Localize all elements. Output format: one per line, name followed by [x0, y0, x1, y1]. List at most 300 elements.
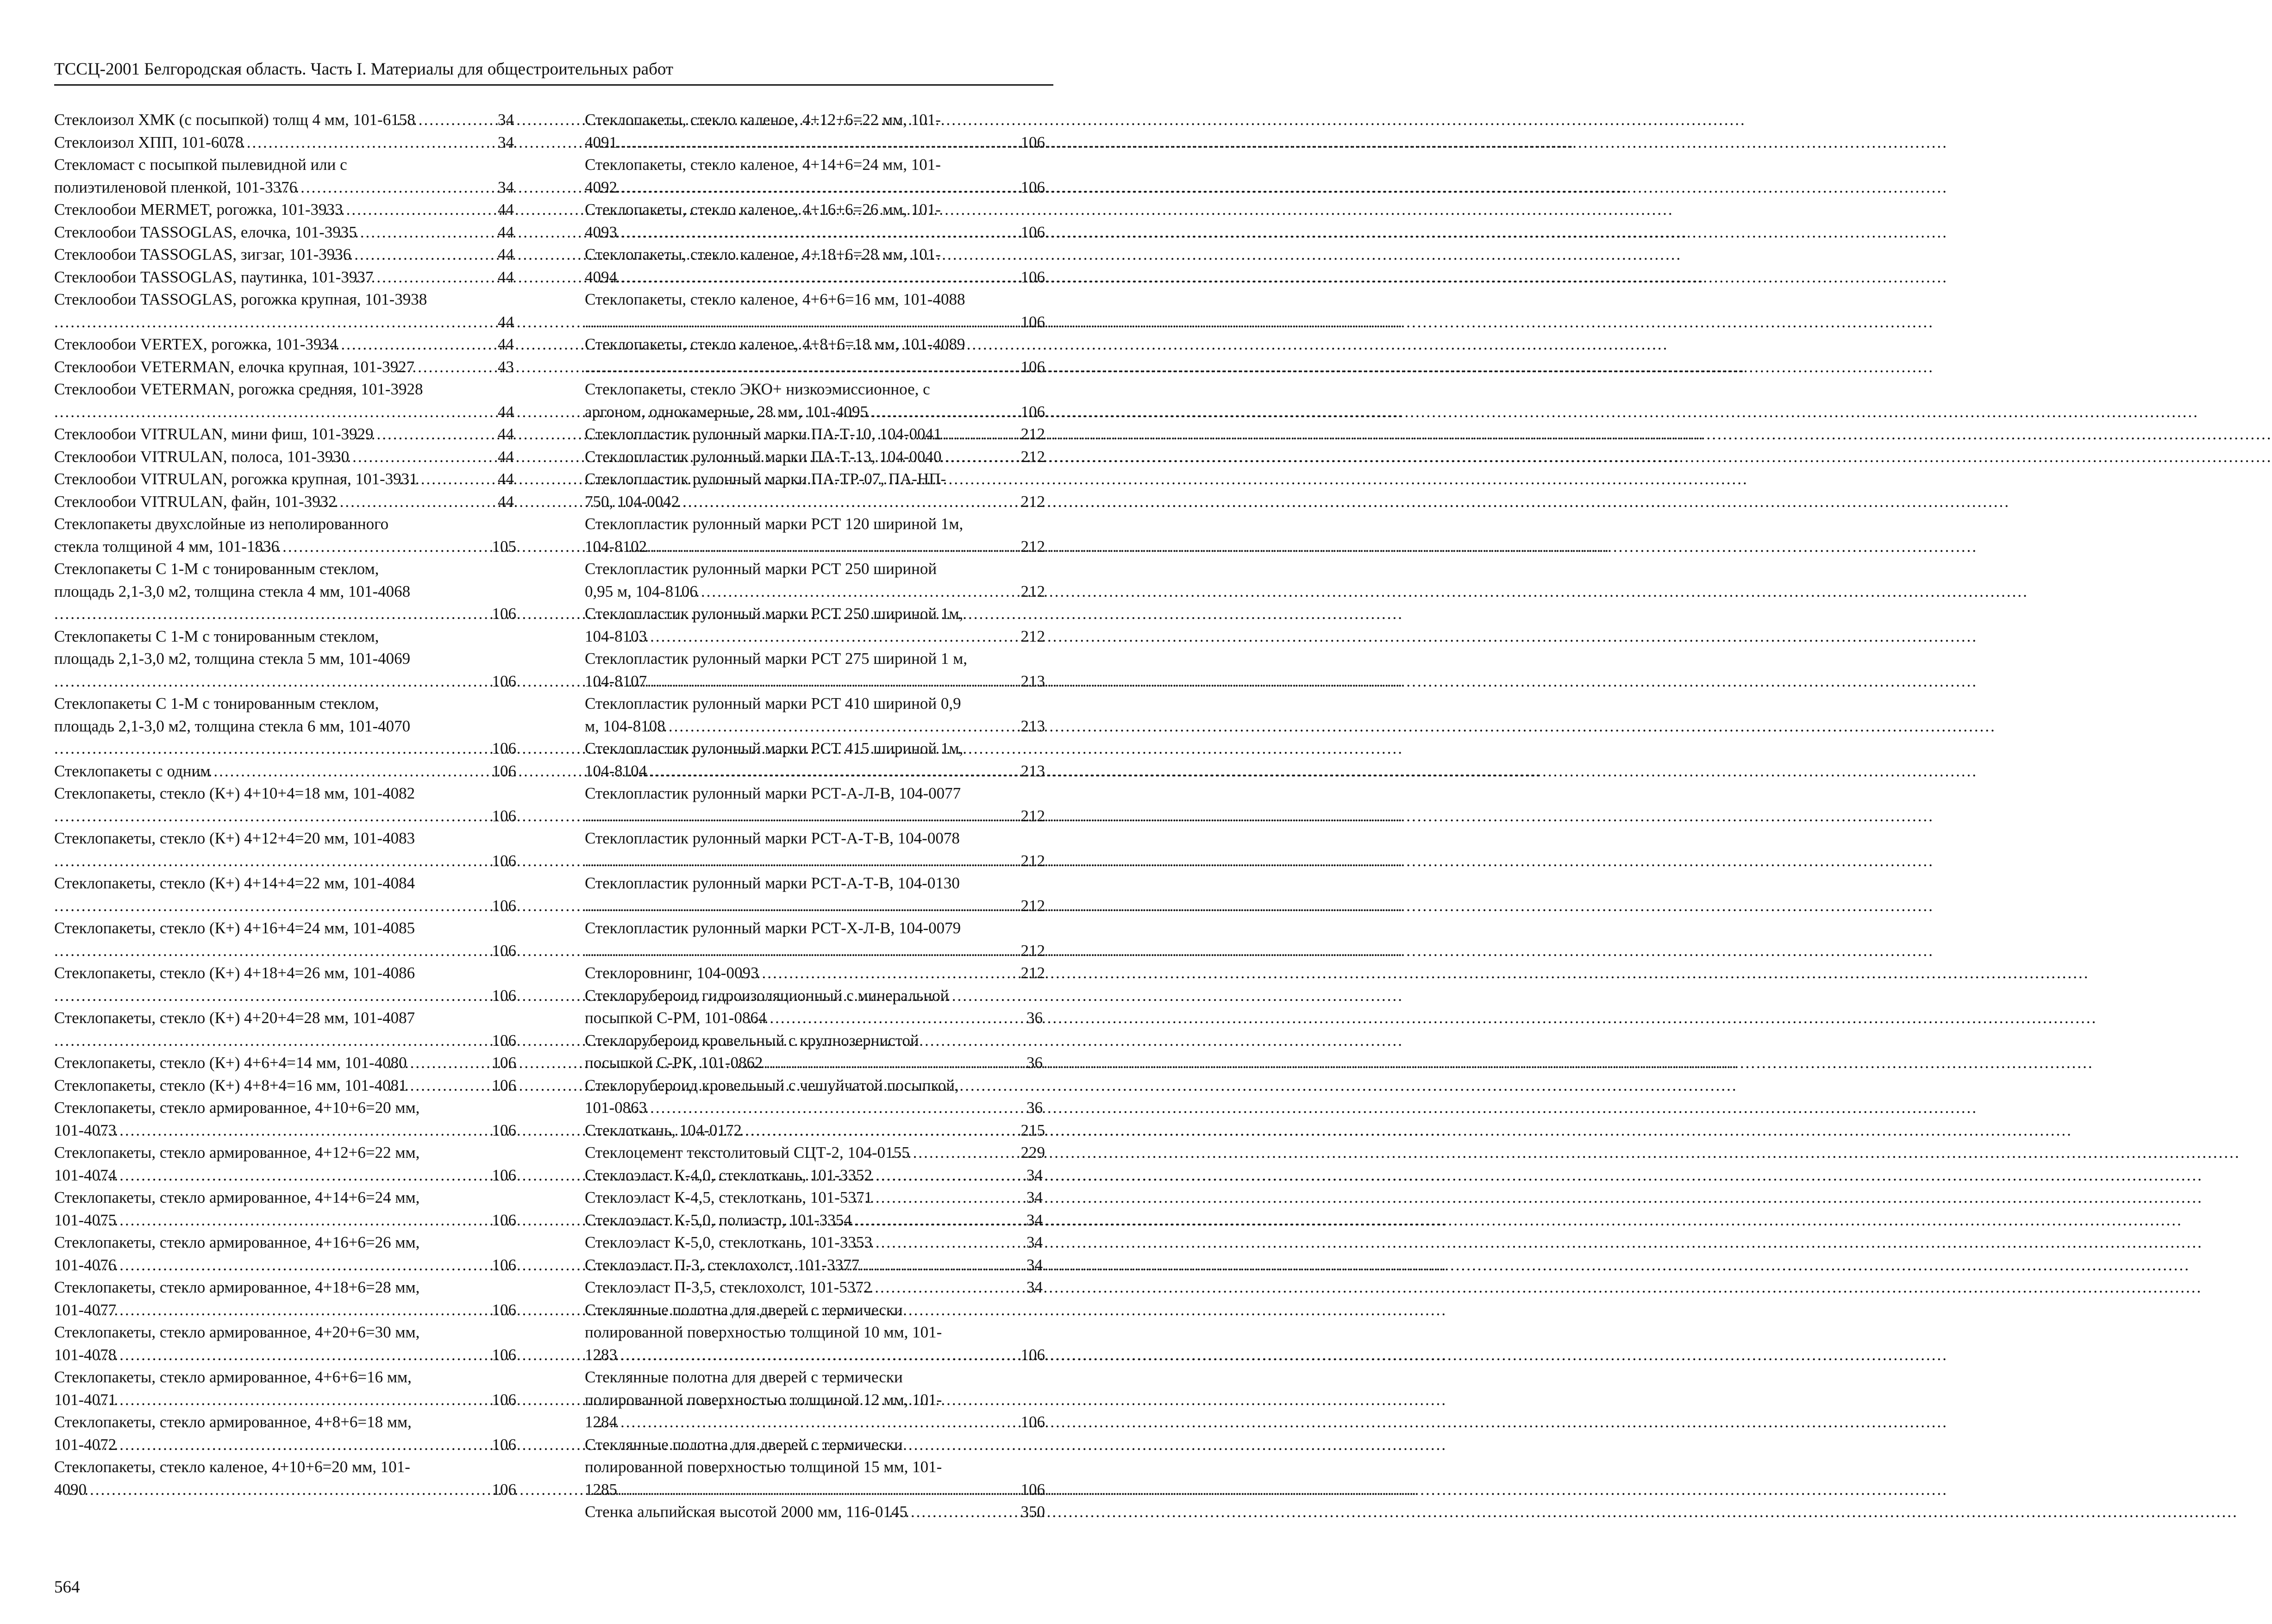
entry-text: Стеклопакеты, стекло (К+) 4+18+4=26 мм, 101-4086: [54, 964, 415, 982]
entry-text: 104-8102: [585, 537, 647, 556]
entry-text: Стеклоизол ХМК (с посыпкой) толщ 4 мм, 101-6158: [54, 111, 415, 129]
entry-text: 4091: [585, 133, 617, 151]
index-entry: [585, 1366, 1045, 1434]
entry-text: Стеклопакеты, стекло каленое, 4+14+6=24 мм, 101-: [585, 156, 941, 174]
index-entry: [54, 1187, 516, 1231]
entry-text: Стеклоэласт К-4,5, стеклоткань, 101-5371: [585, 1188, 872, 1206]
entry-page-ref: 106: [1020, 1413, 1045, 1431]
page-number: 564: [54, 1578, 80, 1597]
dot-leader: [647, 625, 1039, 648]
dot-leader: [908, 1501, 1039, 1524]
index-entry: [585, 917, 1045, 962]
index-entry: [585, 468, 1045, 513]
dot-leader: [116, 1209, 510, 1232]
dot-leader: [603, 940, 1039, 962]
dot-leader: [116, 1434, 510, 1456]
index-entry: [585, 737, 1045, 782]
dot-leader: [647, 536, 1039, 558]
dot-leader: [73, 895, 511, 918]
dot-leader: [244, 131, 516, 154]
entry-text: Стеклопластик рулонный марки РСТ 250 шириной 1м,: [585, 605, 964, 623]
entry-text: Стеклопакеты, стекло каленое, 4+18+6=28 мм, 101-: [585, 245, 941, 263]
dot-leader: [279, 536, 510, 558]
entry-page-ref: 106: [492, 1345, 516, 1364]
entry-text: Стеклоцемент текстолитовый СЦТ-2, 104-0155: [585, 1143, 910, 1162]
index-entry: [585, 199, 1045, 244]
entry-text: площадь 2,1-3,0 м2, толщина стекла 5 мм, 101-4069: [54, 650, 411, 668]
entry-page-ref: 213: [1020, 717, 1045, 735]
entry-text: Стеклообои TASSOGLAS, паутинка, 101-3937: [54, 268, 374, 286]
dot-leader: [116, 1389, 510, 1412]
index-entry: [585, 423, 1045, 446]
entry-page-ref: 106: [492, 1054, 516, 1072]
dot-leader: [758, 962, 1039, 985]
entry-text: полированной поверхностью толщиной 12 мм, 101-: [585, 1390, 942, 1409]
index-entry: [54, 1276, 516, 1321]
index-entry: [54, 1097, 516, 1142]
entry-page-ref: 106: [492, 1121, 516, 1139]
entry-text: площадь 2,1-3,0 м2, толщина стекла 4 мм, 101-4068: [54, 582, 411, 600]
index-entry: [54, 693, 516, 760]
index-entry: [585, 109, 1045, 154]
dot-leader: [647, 670, 1039, 693]
entry-text: полиэтиленовой пленкой, 101-3376: [54, 178, 298, 196]
index-entry: Стеклорубероид кровельный с чешуйчатой посыпкой, 101-0863 ..... 36: [585, 1074, 1045, 1119]
entry-text: 101-4073: [54, 1121, 117, 1139]
index-entry: [54, 513, 516, 558]
dot-leader: [617, 1344, 1039, 1367]
entry-text: Стеклянные полотна для дверей с термически: [585, 1300, 903, 1319]
header-title: ТССЦ-2001 Белгородская область. Часть I. Материалы для общестроительных работ: [54, 60, 674, 79]
entry-text: 101-4074: [54, 1166, 117, 1184]
entry-text: Стекломаст с посыпкой пылевидной или с: [54, 156, 347, 174]
entry-page-ref: 106: [1020, 178, 1045, 196]
index-entry: [54, 760, 516, 783]
dot-leader: [868, 401, 1039, 424]
index-entry: [585, 1142, 1045, 1164]
entry-text: стекла толщиной 4 мм, 101-1836: [54, 537, 280, 556]
entry-text: Стеклопластик рулонный марки РСТ-А-Л-В, 104-0077: [585, 784, 961, 802]
dot-leader: [871, 1276, 1045, 1299]
dot-leader: [647, 1097, 1045, 1119]
entry-page-ref: 106: [492, 1390, 516, 1409]
dot-leader: [73, 401, 516, 424]
entry-text: Стеклопластик рулонный марки РСТ-А-Т-В, 104-0078: [585, 829, 960, 847]
index-entry: [585, 558, 1045, 603]
entry-page-ref: 106: [1020, 1480, 1045, 1499]
dot-leader: [617, 1479, 1039, 1501]
dot-leader: [73, 1030, 511, 1052]
index-entry: Стеклообои MERMET, рогожка, 101-3933 ..... 44: [54, 199, 516, 221]
entry-text: Стеклообои VITRULAN, полоса, 101-3930: [54, 447, 350, 466]
index-entry: Стеклоэласт К-4,5, стеклоткань, 101-5371 ..... 34: [585, 1187, 1045, 1209]
dot-leader: [872, 1187, 1045, 1209]
index-entry: [54, 917, 516, 962]
entry-page-ref: 106: [492, 1300, 516, 1319]
entry-page-ref: 106: [1020, 133, 1045, 151]
entry-text: Стеклообои VETERMAN, рогожка средняя, 101-3928: [54, 380, 423, 398]
dot-leader: [357, 221, 516, 244]
dot-leader: [617, 131, 1039, 154]
entry-page-ref: 106: [492, 986, 516, 1005]
entry-page-ref: 213: [1020, 672, 1045, 690]
index-entry: [54, 1411, 516, 1456]
entry-text: 101-4077: [54, 1300, 117, 1319]
entry-page-ref: 106: [492, 1255, 516, 1274]
entry-text: 104-8107: [585, 672, 647, 690]
entry-text: 101-4071: [54, 1390, 117, 1409]
index-entry: [54, 1456, 516, 1501]
dot-leader: [373, 266, 516, 289]
entry-page-ref: 212: [1020, 425, 1045, 443]
entry-page-ref: 229: [1020, 1143, 1045, 1162]
index-entry: [585, 1119, 1045, 1142]
dot-leader: [210, 760, 510, 783]
entry-page-ref: 106: [492, 1211, 516, 1229]
entry-text: Стеклянные полотна для дверей с термически: [585, 1368, 903, 1386]
dot-leader: [742, 1119, 1039, 1142]
index-entry: Стеклоэласт П-3, стеклохолст, 101-3377 ..... 34: [585, 1254, 1045, 1277]
entry-text: 101-0863: [585, 1099, 647, 1117]
entry-text: Стеклоэласт П-3,5, стеклохолст, 101-5372: [585, 1278, 872, 1296]
index-entry: [585, 1299, 1045, 1367]
entry-text: Стеклопакеты С 1-М с тонированным стеклом,: [54, 560, 379, 578]
entry-text: площадь 2,1-3,0 м2, толщина стекла 6 мм, 101-4070: [54, 717, 411, 735]
dot-leader: [603, 805, 1039, 828]
index-entry: Стеклоэласт К-4,0, стеклоткань, 101-3352 ..... 34: [585, 1164, 1045, 1187]
entry-text: Стеклообои VETERMAN, елочка крупная, 101-3927: [54, 357, 415, 376]
entry-text: полированной поверхностью толщиной 10 мм, 101-: [585, 1323, 942, 1341]
entry-page-ref: 213: [1020, 762, 1045, 780]
dot-leader: [679, 491, 1039, 513]
dot-leader: [73, 603, 511, 625]
entry-page-ref: 106: [492, 605, 516, 623]
entry-text: Стеклорубероид кровельный с чешуйчатой посыпкой,: [585, 1076, 959, 1094]
dot-leader: [73, 940, 511, 962]
entry-text: Стеклопакеты, стекло армированное, 4+10+6=20 мм,: [54, 1099, 420, 1117]
dot-leader: [73, 737, 511, 760]
index-entry: [585, 333, 1045, 378]
dot-leader: [603, 356, 1039, 379]
entry-text: 4093: [585, 223, 617, 241]
index-entry: Стеклорубероид гидроизоляционный с минеральной посыпкой С-РМ, 101-0864 ..... 36: [585, 985, 1045, 1030]
entry-text: 1283: [585, 1345, 617, 1364]
dot-leader: [603, 311, 1039, 334]
index-column-left: [54, 109, 516, 1501]
dot-leader: [872, 1164, 1045, 1187]
entry-text: Стеклоэласт К-5,0, стеклоткань, 101-3353: [585, 1233, 872, 1251]
entry-page-ref: 105: [492, 537, 516, 556]
entry-text: Стеклопакеты, стекло каленое, 4+8+6=18 мм, 101-4089: [585, 335, 965, 353]
entry-text: 0,95 м, 104-8106: [585, 582, 698, 600]
index-entry: [54, 1321, 516, 1366]
entry-text: Стеклообои TASSOGLAS, зигзаг, 101-3936: [54, 245, 351, 263]
index-entry: [54, 1231, 516, 1276]
entry-text: Стеклообои VITRULAN, файн, 101-3932: [54, 492, 337, 511]
entry-text: Стеклорубероид кровельный с крупнозернистой: [585, 1031, 919, 1049]
index-entry: [54, 962, 516, 1007]
dot-leader: [617, 1411, 1039, 1434]
index-entry: Стеклообои VETERMAN, рогожка средняя, 101-3928 ..... 44: [54, 378, 516, 423]
entry-text: Стеклопластик рулонный марки РСТ 410 шириной 0,9: [585, 694, 961, 712]
entry-page-ref: 106: [492, 672, 516, 690]
index-entry: [585, 513, 1045, 558]
index-entry: Стеклообои TASSOGLAS, рогожка крупная, 101-3938 ..... 44: [54, 288, 516, 333]
entry-page-ref: 106: [492, 1031, 516, 1049]
index-entry: Стеклообои VITRULAN, файн, 101-3932 ..... 44: [54, 491, 516, 513]
dot-leader: [338, 333, 516, 356]
entry-text: Стеклопакеты, стекло армированное, 4+14+6=24 мм,: [54, 1188, 420, 1206]
entry-page-ref: 106: [492, 851, 516, 870]
entry-page-ref: 106: [1020, 223, 1045, 241]
entry-text: 4094: [585, 268, 617, 286]
dot-leader: [116, 1344, 510, 1367]
entry-text: Стеклообои TASSOGLAS, елочка, 101-3935: [54, 223, 357, 241]
running-header: [54, 59, 1053, 86]
entry-text: Стеклопакеты, стекло каленое, 4+16+6=26 мм, 101-: [585, 200, 941, 219]
entry-text: Стеклопакеты двухслойные из неполированного: [54, 515, 389, 533]
entry-page-ref: 106: [1020, 268, 1045, 286]
entry-page-ref: 212: [1020, 851, 1045, 870]
index-entry: Стеклообои TASSOGLAS, паутинка, 101-3937 ..... 44: [54, 266, 516, 289]
entry-text: Стеклоэласт П-3, стеклохолст, 101-3377: [585, 1255, 860, 1274]
dot-leader: [910, 1142, 1039, 1164]
index-entry: Стеклообои VITRULAN, полоса, 101-3930 ..... 44: [54, 446, 516, 468]
dot-leader: [73, 670, 511, 693]
entry-text: посыпкой С-РМ, 101-0864: [585, 1009, 767, 1027]
entry-text: 4090: [54, 1480, 87, 1499]
entry-text: Стеклопакеты, стекло каленое, 4+6+6=16 мм, 101-4088: [585, 290, 965, 308]
entry-page-ref: 212: [1020, 896, 1045, 915]
entry-page-ref: 212: [1020, 447, 1045, 466]
index-entry: [585, 962, 1045, 985]
entry-text: Стеклопластик рулонный марки РСТ 415 шириной 1м,: [585, 739, 964, 757]
entry-page-ref: 212: [1020, 537, 1045, 556]
index-entry: Стеклообои VERTEX, рогожка, 101-3934 ..... 44: [54, 333, 516, 356]
entry-text: Стеклопакеты, стекло армированное, 4+12+6=22 мм,: [54, 1143, 420, 1162]
dot-leader: [852, 1209, 1045, 1232]
entry-page-ref: 106: [492, 739, 516, 757]
entry-page-ref: 350: [1020, 1503, 1045, 1521]
entry-text: Стенка альпийская высотой 2000 мм, 116-0145: [585, 1503, 908, 1521]
index-entry: Стеклоэласт К-5,0, стеклоткань, 101-3353 ..... 34: [585, 1231, 1045, 1254]
entry-page-ref: 212: [1020, 964, 1045, 982]
entry-text: Стеклопакеты, стекло (К+) 4+16+4=24 мм, 101-4085: [54, 919, 415, 937]
entry-text: Стеклопакеты С 1-М с тонированным стеклом,: [54, 627, 379, 645]
dot-leader: [373, 423, 516, 446]
dot-leader: [647, 760, 1039, 783]
dot-leader: [73, 985, 511, 1007]
entry-text: Стеклопластик рулонный марки ПА-ТР-07, ПА-НП-: [585, 470, 946, 488]
entry-page-ref: 215: [1020, 1121, 1045, 1139]
dot-leader: [297, 176, 516, 199]
index-entry: Стеклоизол ХПП, 101-6078 ..... 34: [54, 131, 516, 154]
index-entry: [585, 1501, 1045, 1524]
entry-text: Стеклопакеты, стекло армированное, 4+18+6=28 мм,: [54, 1278, 420, 1296]
dot-leader: [763, 1052, 1045, 1074]
index-entry: [54, 558, 516, 625]
entry-page-ref: 106: [1020, 1345, 1045, 1364]
dot-leader: [617, 221, 1039, 244]
entry-page-ref: 106: [1020, 402, 1045, 421]
dot-leader: [87, 1479, 511, 1501]
index-entry: [585, 288, 1045, 333]
index-entry: [585, 648, 1045, 693]
entry-text: 104-8103: [585, 627, 647, 645]
entry-text: 101-4072: [54, 1435, 117, 1454]
entry-text: м, 104-8108: [585, 717, 665, 735]
entry-text: Стеклоизол ХПП, 101-6078: [54, 133, 244, 151]
entry-text: Стеклопластик рулонный марки ПА-Т-13, 104-0040: [585, 447, 942, 466]
dot-leader: [603, 895, 1039, 918]
entry-text: Стеклообои TASSOGLAS, рогожка крупная, 101-3938: [54, 290, 427, 308]
entry-text: Стеклопакеты, стекло армированное, 4+16+6=26 мм,: [54, 1233, 420, 1251]
dot-leader: [349, 446, 516, 468]
index-entry: Стеклоэласт П-3,5, стеклохолст, 101-5372 ..... 34: [585, 1276, 1045, 1299]
entry-text: Стеклоэласт К-4,0, стеклоткань, 101-3352: [585, 1166, 872, 1184]
index-entry: [54, 1074, 516, 1097]
entry-text: Стеклопакеты с одним: [54, 762, 211, 780]
entry-text: 101-4076: [54, 1255, 117, 1274]
dot-leader: [617, 176, 1039, 199]
entry-page-ref: 106: [492, 806, 516, 825]
index-entry: Стеклообои VITRULAN, мини фиш, 101-3929 ..... 44: [54, 423, 516, 446]
entry-text: Стеклопластик рулонный марки РСТ 120 шириной 1м,: [585, 515, 964, 533]
dot-leader: [73, 850, 511, 873]
entry-page-ref: 212: [1020, 627, 1045, 645]
dot-leader: [116, 1164, 510, 1187]
index-entry: [585, 1434, 1045, 1501]
entry-text: аргоном, однокамерные, 28 мм, 101-4095: [585, 402, 868, 421]
dot-leader: [603, 850, 1039, 873]
entry-page-ref: 212: [1020, 941, 1045, 960]
entry-text: Стеклопакеты, стекло (К+) 4+6+4=14 мм, 101-4080: [54, 1054, 407, 1072]
entry-text: Стеклопакеты, стекло армированное, 4+20+6=30 мм,: [54, 1323, 420, 1341]
index-entry: [54, 625, 516, 693]
entry-text: Стеклопакеты, стекло ЭКО+ низкоэмиссионное, с: [585, 380, 930, 398]
entry-text: Стеклопакеты, стекло армированное, 4+8+6=18 мм,: [54, 1413, 412, 1431]
entry-text: Стеклоткань, 104-0172: [585, 1121, 742, 1139]
entry-text: Стеклопакеты, стекло (К+) 4+12+4=20 мм, 101-4083: [54, 829, 415, 847]
index-entry: [54, 872, 516, 917]
entry-page-ref: 106: [1020, 357, 1045, 376]
index-entry: Стеклообои VITRULAN, рогожка крупная, 101-3931 ..... 44: [54, 468, 516, 491]
dot-leader: [116, 1119, 510, 1142]
index-entry: [54, 1007, 516, 1052]
entry-page-ref: 212: [1020, 806, 1045, 825]
dot-leader: [116, 1299, 510, 1322]
entry-text: Стеклопластик рулонный марки ПА-Т-10, 104-0041: [585, 425, 942, 443]
entry-page-ref: 106: [1020, 312, 1045, 331]
entry-text: Стеклопластик рулонный марки РСТ 250 шириной: [585, 560, 937, 578]
dot-leader: [698, 581, 1039, 603]
entry-page-ref: 212: [1020, 582, 1045, 600]
index-entry: [54, 1052, 516, 1074]
entry-text: 4092: [585, 178, 617, 196]
entry-text: Стеклопакеты, стекло (К+) 4+8+4=16 мм, 101-4081: [54, 1076, 407, 1094]
index-entry: [585, 446, 1045, 468]
entry-text: Стеклоровнинг, 104-0093: [585, 964, 759, 982]
entry-text: Стеклопакеты, стекло армированное, 4+6+6=16 мм,: [54, 1368, 412, 1386]
index-entry: [54, 1142, 516, 1187]
index-entry: [585, 827, 1045, 872]
dot-leader: [859, 1254, 1045, 1277]
index-entry: Стеклообои VETERMAN, елочка крупная, 101-3927 ..... 43: [54, 356, 516, 379]
entry-page-ref: 106: [492, 1435, 516, 1454]
entry-page-ref: 106: [492, 1076, 516, 1094]
entry-text: 1285: [585, 1480, 617, 1499]
index-entry: [585, 782, 1045, 827]
dot-leader: [73, 805, 511, 828]
entry-text: Стеклоэласт К-5,0, полиэстр, 101-3354: [585, 1211, 852, 1229]
dot-leader: [872, 1231, 1045, 1254]
index-entry: Стеклообои TASSOGLAS, зигзаг, 101-3936 ..... 44: [54, 244, 516, 266]
index-entry: Стеклообои TASSOGLAS, елочка, 101-3935 ..... 44: [54, 221, 516, 244]
entry-text: Стеклопакеты, стекло каленое, 4+12+6=22 мм, 101-: [585, 111, 941, 129]
entry-text: 750, 104-0042: [585, 492, 680, 511]
dot-leader: [766, 1007, 1045, 1030]
index-entry: Стеклоэласт К-5,0, полиэстр, 101-3354 ..... 34: [585, 1209, 1045, 1232]
entry-page-ref: 106: [492, 1166, 516, 1184]
entry-text: 101-4075: [54, 1211, 117, 1229]
entry-page-ref: 212: [1020, 492, 1045, 511]
entry-text: Стеклообои VITRULAN, мини фиш, 101-3929: [54, 425, 374, 443]
index-entry: Стеклоизол ХМК (с посыпкой) толщ 4 мм, 101-6158 ..... 34: [54, 109, 516, 131]
entry-page-ref: 106: [492, 896, 516, 915]
index-entry: [585, 154, 1045, 199]
entry-text: Стеклопластик рулонный марки РСТ 275 шириной 1 м,: [585, 650, 967, 668]
index-entry: [585, 603, 1045, 648]
index-entry: [54, 1366, 516, 1411]
entry-text: Стеклообои MERMET, рогожка, 101-3933: [54, 200, 343, 219]
entry-page-ref: 106: [492, 1480, 516, 1499]
dot-leader: [351, 244, 516, 266]
entry-text: Стеклопластик рулонный марки РСТ-Х-Л-В, 104-0079: [585, 919, 961, 937]
entry-text: Стеклообои VERTEX, рогожка, 101-3934: [54, 335, 338, 353]
dot-leader: [116, 1254, 510, 1277]
entry-text: полированной поверхностью толщиной 15 мм, 101-: [585, 1458, 942, 1476]
index-entry: [585, 872, 1045, 917]
entry-text: Стеклянные полотна для дверей с термически: [585, 1435, 903, 1454]
index-entry: [585, 378, 1045, 423]
dot-leader: [617, 266, 1039, 289]
entry-text: Стеклопакеты С 1-М с тонированным стеклом,: [54, 694, 379, 712]
index-entry: [54, 782, 516, 827]
entry-text: Стеклопакеты, стекло (К+) 4+20+4=28 мм, 101-4087: [54, 1009, 415, 1027]
index-column-right: [585, 109, 1045, 1524]
dot-leader: [337, 491, 516, 513]
index-entry: [585, 693, 1045, 737]
index-entry: Стекломаст с посыпкой пылевидной или с полиэтиленовой пленкой, 101-3376 ..... 34: [54, 154, 516, 199]
dot-leader: [665, 715, 1039, 738]
entry-text: Стеклопакеты, стекло каленое, 4+10+6=20 мм, 101-: [54, 1458, 410, 1476]
dot-leader: [343, 199, 516, 221]
entry-text: Стеклопакеты, стекло (К+) 4+14+4=22 мм, 101-4084: [54, 874, 415, 892]
index-entry: [54, 827, 516, 872]
entry-text: 104-8104: [585, 762, 647, 780]
entry-text: Стеклопластик рулонный марки РСТ-А-Т-В, 104-0130: [585, 874, 960, 892]
entry-text: Стеклорубероид гидроизоляционный с минеральной: [585, 986, 949, 1005]
entry-text: Стеклопакеты, стекло (К+) 4+10+4=18 мм, 101-4082: [54, 784, 415, 802]
entry-page-ref: 106: [492, 762, 516, 780]
entry-text: 101-4078: [54, 1345, 117, 1364]
entry-text: 1284: [585, 1413, 617, 1431]
entry-text: посыпкой С-РК, 101-0862: [585, 1054, 763, 1072]
index-entry: [585, 244, 1045, 288]
index-entry: Стеклорубероид кровельный с крупнозернистой посыпкой С-РК, 101-0862 ..... 36: [585, 1030, 1045, 1074]
entry-page-ref: 106: [492, 941, 516, 960]
dot-leader: [73, 311, 516, 334]
